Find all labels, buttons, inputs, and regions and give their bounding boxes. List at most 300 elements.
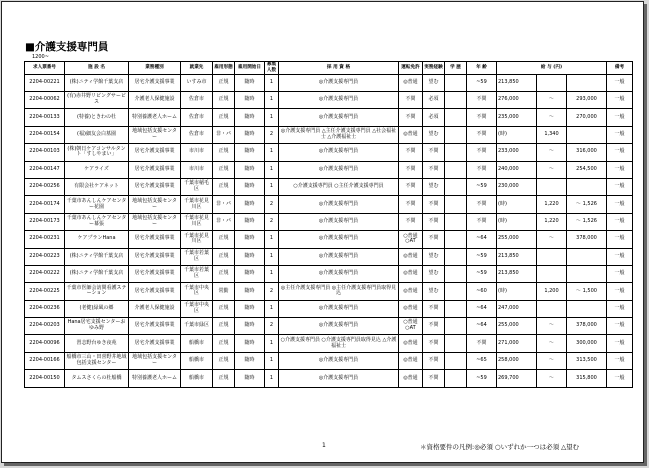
table-cell bbox=[445, 91, 467, 108]
table-cell: 随時 bbox=[235, 74, 265, 91]
table-cell: ~59 bbox=[467, 74, 497, 91]
table-cell bbox=[445, 352, 467, 369]
table-cell: 2204-00166 bbox=[25, 352, 65, 369]
table-cell: 不問 bbox=[467, 213, 497, 230]
note-cell: 一般 bbox=[607, 231, 633, 248]
table-cell: ○普通 ○AT bbox=[399, 318, 423, 335]
table-cell: (株)朝日ケアコンサルタント「すしやまい」 bbox=[65, 144, 129, 161]
salary-high-cell: 1,340 bbox=[537, 126, 567, 143]
salary-low-cell: 247,000 bbox=[497, 300, 537, 317]
header-cell: 施 設 名 bbox=[65, 62, 129, 75]
salary-upper-cell: 316,000 bbox=[567, 144, 607, 161]
legend-text: ＊資格要件の凡例:◎必須 ○いずれか一つは必須 △望む bbox=[420, 443, 580, 451]
table-cell: 千葉市医師会訪問看護ステーション bbox=[65, 283, 129, 300]
table-cell: 正規 bbox=[213, 248, 235, 265]
table-cell: 不問 bbox=[467, 144, 497, 161]
table-cell: 不問 bbox=[423, 144, 445, 161]
table-cell: 正規 bbox=[213, 335, 235, 352]
table-row bbox=[25, 91, 633, 108]
table-row bbox=[25, 196, 633, 213]
table-cell: ◎介護支援専門員 bbox=[279, 318, 399, 335]
table-cell: 随時 bbox=[235, 318, 265, 335]
table-cell: ~59 bbox=[467, 370, 497, 387]
note-cell: 一般 bbox=[607, 318, 633, 335]
table-cell: 千葉市稲毛区 bbox=[181, 178, 213, 195]
table-cell: 居宅介護支援事業 bbox=[129, 144, 181, 161]
table-cell: (株)ニティ学館千葉支店 bbox=[65, 265, 129, 282]
table-cell: 随時 bbox=[235, 109, 265, 126]
note-cell: 一般 bbox=[607, 213, 633, 230]
table-row bbox=[25, 144, 633, 161]
table-cell: 望む bbox=[423, 248, 445, 265]
table-cell: ◎介護支援専門員 bbox=[279, 265, 399, 282]
table-cell: 不問 bbox=[467, 335, 497, 352]
note-cell: 一般 bbox=[607, 144, 633, 161]
table-cell: 1 bbox=[265, 144, 279, 161]
table-cell: 1 bbox=[265, 248, 279, 265]
salary-high-cell: 1,220 bbox=[537, 196, 567, 213]
table-cell: 不問 bbox=[423, 318, 445, 335]
note-cell: 一般 bbox=[607, 370, 633, 387]
table-cell: 2204-00173 bbox=[25, 213, 65, 230]
table-cell: ~64 bbox=[467, 300, 497, 317]
table-cell: 介護老人保健施設 bbox=[129, 300, 181, 317]
note-cell: 一般 bbox=[607, 265, 633, 282]
salary-low-cell: (時) bbox=[497, 126, 537, 143]
table-cell: 随時 bbox=[235, 161, 265, 178]
table-cell: 不問 bbox=[467, 91, 497, 108]
table-row bbox=[25, 248, 633, 265]
table-cell: 船橋市 bbox=[181, 335, 213, 352]
table-cell: 正規 bbox=[213, 161, 235, 178]
table-cell: (株)ニティ学館千葉支店 bbox=[65, 248, 129, 265]
salary-high-cell bbox=[537, 265, 567, 282]
salary-upper-cell: 254,500 bbox=[567, 161, 607, 178]
table-cell: 居宅介護支援事業 bbox=[129, 318, 181, 335]
table-cell: 望む bbox=[423, 283, 445, 300]
table-cell: 市川市 bbox=[181, 144, 213, 161]
table-cell: 居宅介護支援事業 bbox=[129, 161, 181, 178]
table-cell: 随時 bbox=[235, 265, 265, 282]
header-cell: 給 与 (円) bbox=[497, 62, 607, 75]
table-cell: ◎普通 bbox=[399, 370, 423, 387]
table-row bbox=[25, 231, 633, 248]
table-row bbox=[25, 318, 633, 335]
table-cell: 船橋市 bbox=[181, 352, 213, 369]
table-cell: 必須 bbox=[423, 91, 445, 108]
table-cell: 佐倉市 bbox=[181, 91, 213, 108]
table-cell: 随時 bbox=[235, 248, 265, 265]
note-cell: 一般 bbox=[607, 300, 633, 317]
table-body bbox=[25, 74, 633, 387]
table-row bbox=[25, 213, 633, 230]
header-cell: 年 齢 bbox=[467, 62, 497, 75]
table-cell: (特養)ときわの杜 bbox=[65, 109, 129, 126]
table-cell: 正規 bbox=[213, 91, 235, 108]
table-cell: 随時 bbox=[235, 91, 265, 108]
table-cell bbox=[445, 126, 467, 143]
table-cell: 2 bbox=[265, 213, 279, 230]
salary-high-cell: ～ bbox=[537, 161, 567, 178]
salary-upper-cell: 378,000 bbox=[567, 318, 607, 335]
table-cell: 随時 bbox=[235, 352, 265, 369]
salary-upper-cell bbox=[567, 265, 607, 282]
table-cell: 正規 bbox=[213, 370, 235, 387]
table-cell: 不問 bbox=[399, 109, 423, 126]
table-cell: いすみ市 bbox=[181, 74, 213, 91]
salary-low-cell: (時) bbox=[497, 283, 537, 300]
table-cell: 地域包括支援センター bbox=[129, 126, 181, 143]
note-cell: 一般 bbox=[607, 109, 633, 126]
table-cell: 特別養護老人ホーム bbox=[129, 109, 181, 126]
table-cell bbox=[445, 161, 467, 178]
table-cell: 千葉市花見川区 bbox=[181, 231, 213, 248]
salary-low-cell: 235,000 bbox=[497, 109, 537, 126]
table-cell: ◎普通 bbox=[399, 300, 423, 317]
table-cell: 不問 bbox=[423, 196, 445, 213]
header-cell: 学 歴 bbox=[445, 62, 467, 75]
table-cell: ◎介護支援専門員 bbox=[279, 91, 399, 108]
table-cell: 随時 bbox=[235, 335, 265, 352]
table-cell: 望む bbox=[423, 265, 445, 282]
table-cell: 2204-00174 bbox=[25, 196, 65, 213]
table-cell: (福)細友会白墓園 bbox=[65, 126, 129, 143]
table-cell bbox=[445, 213, 467, 230]
table-cell: 正規 bbox=[213, 74, 235, 91]
salary-high-cell: 1,200 bbox=[537, 283, 567, 300]
table-cell: 2204-00103 bbox=[25, 144, 65, 161]
salary-low-cell: 255,000 bbox=[497, 318, 537, 335]
table-cell: 随時 bbox=[235, 300, 265, 317]
salary-low-cell: 276,000 bbox=[497, 91, 537, 108]
table-cell: (株)ニティ学館千葉支店 bbox=[65, 74, 129, 91]
table-cell: 不問 bbox=[399, 196, 423, 213]
table-cell: 随時 bbox=[235, 231, 265, 248]
table-cell bbox=[445, 178, 467, 195]
table-cell: 1 bbox=[265, 300, 279, 317]
table-cell: ◎介護支援専門員 bbox=[279, 300, 399, 317]
table-cell: 不問 bbox=[467, 196, 497, 213]
table-cell: 千葉市若葉区 bbox=[181, 248, 213, 265]
note-cell: 一般 bbox=[607, 335, 633, 352]
table-row bbox=[25, 265, 633, 282]
table-cell: ◎介護支援専門員 bbox=[279, 144, 399, 161]
table-cell: 船橋市三山・田喜野井地域包括支援センター bbox=[65, 352, 129, 369]
document-page bbox=[1, 1, 644, 463]
salary-high-cell bbox=[537, 300, 567, 317]
table-cell: 不問 bbox=[399, 178, 423, 195]
table-cell: 1 bbox=[265, 370, 279, 387]
page-number: 1 bbox=[322, 442, 326, 449]
salary-low-cell: 271,000 bbox=[497, 335, 537, 352]
table-cell: ~64 bbox=[467, 231, 497, 248]
table-cell: ◎介護支援専門員 bbox=[279, 213, 399, 230]
table-cell: 不問 bbox=[399, 213, 423, 230]
table-cell: 正規 bbox=[213, 352, 235, 369]
table-cell: 千葉市あんしんケアセンター花園 bbox=[65, 196, 129, 213]
table-cell: 有限会社ケアネット bbox=[65, 178, 129, 195]
salary-upper-cell bbox=[567, 178, 607, 195]
salary-high-cell: ～ bbox=[537, 144, 567, 161]
salary-low-cell: 255,000 bbox=[497, 231, 537, 248]
salary-low-cell: 213,850 bbox=[497, 248, 537, 265]
table-cell: 不問 bbox=[423, 300, 445, 317]
salary-high-cell bbox=[537, 178, 567, 195]
salary-upper-cell: ～ 1,526 bbox=[567, 196, 607, 213]
table-cell: 地域包括支援センター bbox=[129, 213, 181, 230]
table-cell: 不問 bbox=[423, 370, 445, 387]
table-cell: 2204-00203 bbox=[25, 318, 65, 335]
table-cell: ケアプランHana bbox=[65, 231, 129, 248]
table-cell: 習志野台ゆき夜苑 bbox=[65, 335, 129, 352]
table-cell: 正規 bbox=[213, 318, 235, 335]
job-table bbox=[24, 61, 633, 388]
table-cell: ~65 bbox=[467, 352, 497, 369]
table-cell: 2204-00096 bbox=[25, 335, 65, 352]
table-row bbox=[25, 352, 633, 369]
table-cell: 地域包括支援センター bbox=[129, 196, 181, 213]
table-row bbox=[25, 178, 633, 195]
table-cell: 1 bbox=[265, 352, 279, 369]
table-cell: ◎介護支援専門員 △主任介護支援専門員 △社会福祉士 △介護福祉士 bbox=[279, 126, 399, 143]
table-cell: ◎介護支援専門員 bbox=[279, 231, 399, 248]
table-cell: 望む bbox=[423, 74, 445, 91]
table-cell: 正規 bbox=[213, 300, 235, 317]
table-cell: ケアライズ bbox=[65, 161, 129, 178]
table-cell: 特別養護老人ホーム bbox=[129, 370, 181, 387]
note-cell: 一般 bbox=[607, 248, 633, 265]
table-cell: 居宅介護支援事業 bbox=[129, 231, 181, 248]
table-cell bbox=[445, 196, 467, 213]
table-cell: ◎主任介護支援専門員 ◎主任介護支援専門員取得見込 bbox=[279, 283, 399, 300]
table-cell: ○介護支援専門員 ○主任介護支援専門員 bbox=[279, 178, 399, 195]
table-cell: 必須 bbox=[423, 109, 445, 126]
salary-upper-cell: 315,800 bbox=[567, 370, 607, 387]
table-cell: 随時 bbox=[235, 196, 265, 213]
salary-high-cell: 1,220 bbox=[537, 213, 567, 230]
salary-upper-cell bbox=[567, 248, 607, 265]
table-cell: 2 bbox=[265, 126, 279, 143]
note-cell: 一般 bbox=[607, 178, 633, 195]
header-cell: 運転免許 bbox=[399, 62, 423, 75]
table-cell: 2204-00225 bbox=[25, 283, 65, 300]
table-cell: ~64 bbox=[467, 318, 497, 335]
table-cell: 不問 bbox=[423, 352, 445, 369]
header-cell: 業務種別 bbox=[129, 62, 181, 75]
table-cell: 随時 bbox=[235, 370, 265, 387]
table-cell: 千葉市あんしんケアセンター幕張 bbox=[65, 213, 129, 230]
table-cell: ~59 bbox=[467, 248, 497, 265]
note-cell: 一般 bbox=[607, 126, 633, 143]
table-cell: ◎普通 bbox=[399, 74, 423, 91]
table-cell: 常勤 bbox=[213, 283, 235, 300]
table-cell: 2204-00133 bbox=[25, 109, 65, 126]
note-cell: 一般 bbox=[607, 91, 633, 108]
table-row bbox=[25, 300, 633, 317]
table-cell: ◎普通 bbox=[399, 352, 423, 369]
header-cell: 採 用 資 格 bbox=[279, 62, 399, 75]
salary-low-cell: (時) bbox=[497, 213, 537, 230]
table-cell bbox=[445, 283, 467, 300]
table-cell: 1 bbox=[265, 91, 279, 108]
salary-low-cell: 269,700 bbox=[497, 370, 537, 387]
header-cell: 雇用開始日 bbox=[235, 62, 265, 75]
table-cell: 千葉市中央区 bbox=[181, 300, 213, 317]
table-cell: 不問 bbox=[399, 91, 423, 108]
table-cell: 千葉市中央区 bbox=[181, 283, 213, 300]
table-cell: 随時 bbox=[235, 126, 265, 143]
table-cell: ◎普通 bbox=[399, 265, 423, 282]
table-cell: 随時 bbox=[235, 213, 265, 230]
table-cell: ◎介護支援専門員 bbox=[279, 196, 399, 213]
note-cell: 一般 bbox=[607, 161, 633, 178]
table-cell: 非・パ bbox=[213, 126, 235, 143]
table-cell: 千葉市緑区 bbox=[181, 318, 213, 335]
table-cell: 2204-00256 bbox=[25, 178, 65, 195]
table-cell bbox=[445, 231, 467, 248]
salary-low-cell: 258,000 bbox=[497, 352, 537, 369]
table-cell bbox=[445, 248, 467, 265]
table-cell: 望む bbox=[423, 178, 445, 195]
table-cell: ○普通 ○AT bbox=[399, 231, 423, 248]
table-cell: 正規 bbox=[213, 231, 235, 248]
table-row bbox=[25, 74, 633, 91]
table-cell: 居宅介護支援事業 bbox=[129, 265, 181, 282]
table-cell: 不問 bbox=[423, 231, 445, 248]
table-cell: ◎介護支援専門員 bbox=[279, 161, 399, 178]
table-row bbox=[25, 370, 633, 387]
table-cell: ◎普通 bbox=[399, 248, 423, 265]
table-cell: 千葉市花見川区 bbox=[181, 213, 213, 230]
page-title: ■介護支援専門員 bbox=[25, 41, 109, 53]
table-cell: ~59 bbox=[467, 178, 497, 195]
table-cell: ◎介護支援専門員 bbox=[279, 248, 399, 265]
salary-high-cell: ～ bbox=[537, 231, 567, 248]
salary-upper-cell bbox=[567, 300, 607, 317]
table-cell: 正規 bbox=[213, 265, 235, 282]
table-cell: 2204-00154 bbox=[25, 126, 65, 143]
table-cell: 居宅介護支援事業 bbox=[129, 248, 181, 265]
salary-upper-cell bbox=[567, 126, 607, 143]
salary-low-cell: 213,850 bbox=[497, 74, 537, 91]
table-cell: 正規 bbox=[213, 178, 235, 195]
header-cell: 実務経験 bbox=[423, 62, 445, 75]
note-cell: 一般 bbox=[607, 352, 633, 369]
header-cell: 求人票番号 bbox=[25, 62, 65, 75]
note-cell: 一般 bbox=[607, 196, 633, 213]
salary-upper-cell: ～ 1,500 bbox=[567, 283, 607, 300]
table-cell: 千葉市花見川区 bbox=[181, 196, 213, 213]
table-cell: 2204-00222 bbox=[25, 265, 65, 282]
salary-high-cell: ～ bbox=[537, 335, 567, 352]
table-cell: 介護老人保健施設 bbox=[129, 91, 181, 108]
table-cell: 1 bbox=[265, 178, 279, 195]
table-cell: 不問 bbox=[467, 161, 497, 178]
table-cell: 非・パ bbox=[213, 196, 235, 213]
note-cell: 一般 bbox=[607, 283, 633, 300]
table-cell: 2 bbox=[265, 318, 279, 335]
salary-upper-cell bbox=[567, 74, 607, 91]
table-cell: 1 bbox=[265, 231, 279, 248]
table-cell: ◎介護支援専門員 bbox=[279, 109, 399, 126]
table-cell bbox=[445, 370, 467, 387]
table-row bbox=[25, 126, 633, 143]
table-cell: 地域包括支援センター bbox=[129, 352, 181, 369]
table-cell: (老健)緑風の郷 bbox=[65, 300, 129, 317]
salary-upper-cell: 313,500 bbox=[567, 352, 607, 369]
table-cell: 随時 bbox=[235, 178, 265, 195]
salary-low-cell: (時) bbox=[497, 196, 537, 213]
table-cell: 2204-00221 bbox=[25, 74, 65, 91]
table-cell: ◎普通 bbox=[399, 335, 423, 352]
table-header-row bbox=[25, 62, 633, 75]
salary-high-cell bbox=[537, 248, 567, 265]
header-cell: 就業先 bbox=[181, 62, 213, 75]
table-cell: 不問 bbox=[467, 126, 497, 143]
salary-upper-cell: ～ 1,526 bbox=[567, 213, 607, 230]
table-cell bbox=[445, 300, 467, 317]
salary-high-cell: ～ bbox=[537, 370, 567, 387]
table-cell: 2204-00236 bbox=[25, 300, 65, 317]
table-cell: 2 bbox=[265, 196, 279, 213]
table-cell bbox=[445, 74, 467, 91]
salary-upper-cell: 300,000 bbox=[567, 335, 607, 352]
table-cell: 不問 bbox=[467, 109, 497, 126]
table-cell: 不問 bbox=[423, 335, 445, 352]
table-cell: 居宅介護支援事業 bbox=[129, 283, 181, 300]
salary-low-cell: 233,000 bbox=[497, 144, 537, 161]
salary-high-cell bbox=[537, 74, 567, 91]
header-cell: 備考 bbox=[607, 62, 633, 75]
table-cell: 市川市 bbox=[181, 161, 213, 178]
table-cell: 随時 bbox=[235, 283, 265, 300]
table-cell: 2 bbox=[265, 283, 279, 300]
table-cell: ◎普通 bbox=[399, 126, 423, 143]
table-cell: ◎介護支援専門員 bbox=[279, 352, 399, 369]
table-row bbox=[25, 109, 633, 126]
table-row bbox=[25, 335, 633, 352]
table-cell: 佐倉市 bbox=[181, 109, 213, 126]
table-cell: Hana居宅支援センターおゆみ野 bbox=[65, 318, 129, 335]
salary-upper-cell: 293,000 bbox=[567, 91, 607, 108]
table-cell: 千葉市若葉区 bbox=[181, 265, 213, 282]
salary-low-cell: 230,000 bbox=[497, 178, 537, 195]
table-cell: 不問 bbox=[423, 213, 445, 230]
table-cell: 2204-00223 bbox=[25, 248, 65, 265]
table-cell: 佐倉市 bbox=[181, 126, 213, 143]
table-cell bbox=[445, 144, 467, 161]
table-cell: 1 bbox=[265, 161, 279, 178]
page-subtitle: 1200~ bbox=[32, 54, 49, 60]
table-row bbox=[25, 283, 633, 300]
table-cell bbox=[445, 265, 467, 282]
table-cell bbox=[445, 318, 467, 335]
salary-low-cell: 213,850 bbox=[497, 265, 537, 282]
table-cell: 居宅介護支援事業 bbox=[129, 335, 181, 352]
table-cell: 2204-00231 bbox=[25, 231, 65, 248]
table-cell: 随時 bbox=[235, 144, 265, 161]
table-cell: 不問 bbox=[399, 144, 423, 161]
table-cell: 居宅介護支援事業 bbox=[129, 178, 181, 195]
table-cell: ~59 bbox=[467, 265, 497, 282]
table-cell: タムスさくらの杜船橋 bbox=[65, 370, 129, 387]
table-cell: 正規 bbox=[213, 144, 235, 161]
table-cell: ~60 bbox=[467, 283, 497, 300]
salary-low-cell: 240,000 bbox=[497, 161, 537, 178]
table-cell: 1 bbox=[265, 265, 279, 282]
salary-high-cell: ～ bbox=[537, 109, 567, 126]
table-row bbox=[25, 161, 633, 178]
